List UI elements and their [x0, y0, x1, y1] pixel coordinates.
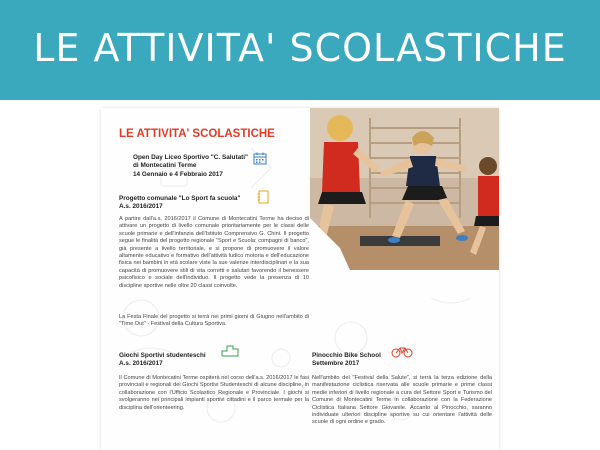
podium-icon [221, 345, 239, 357]
students-photo [310, 108, 499, 270]
notebook-icon [257, 190, 269, 204]
open-day-title-line2: di Montecatini Terme [133, 162, 197, 169]
progetto-year: A.s. 2016/2017 [119, 203, 163, 210]
pinocchio-body: Nell'ambito del "Festival della Salute", si terrà la terza edizione della manifestazione ciclistica riservata alle scuole primarie e prime classi medie inferiori di livello regionale a cura del Settore Sport e Turismo del Comune di Montecatini Terme in collaborazione con la Federazione Ciclistica Italiana Settore Giovanile. Accanto al Pinocchio, saranno individuate ulteriori discipline sportive su cui orientare l'attività delle scuole di ogni ordine e grado. [312, 375, 492, 426]
pinocchio-title: Pinocchio Bike School [312, 352, 381, 359]
giochi-title: Giochi Sportivi studenteschi [119, 352, 206, 359]
bicycle-icon [391, 346, 413, 358]
open-day-date: 14 Gennaio e 4 Febbraio 2017 [133, 171, 223, 178]
banner-title: LE ATTIVITA' SCOLASTICHE [33, 26, 567, 70]
open-day-title-line1: Open Day Liceo Sportivo "C. Salutati" [133, 154, 249, 161]
progetto-body-festa: La Festa Finale del progetto si terrà nei primi giorni di Giugno nell'ambito di "Time Out" - Festival della Cultura Sportiva. [119, 314, 309, 328]
document-page [101, 108, 499, 450]
calendar-icon [253, 152, 267, 165]
pinocchio-date: Settembre 2017 [312, 360, 360, 367]
giochi-body: Il Comune di Montecatini Terme ospiterà nel corso dell'a.s. 2016/2017 le fasi provinciali e regionali dei Giochi Sportivi Studenteschi di alcune discipline, in collaborazione con l'Ufficio Scolastico Regionale e Provinciale. I giochi si svolgeranno nei principali impianti sportivi cittadini e il parco termale per la disciplina dell'orienteering. [119, 375, 309, 411]
header-banner [0, 0, 600, 100]
document-title: LE ATTIVITA' SCOLASTICHE [119, 128, 275, 140]
giochi-year: A.s. 2016/2017 [119, 360, 163, 367]
progetto-body: A partire dall'a.s. 2016/2017 il Comune di Montecatini Terme ha deciso di attivare un progetto di livello comunale prioritariamente per le classi delle scuole primarie e dell'infanzia dell'Istituto Comprensivo G. Chini. Il progetto segue le finalità del progetto regionale "Sport e Scuola: compagni di banco", già presente a livello territoriale, e si propone di promuovere il valore altamente educativo e formativo dell'attività ludico motoria e dell'educazione fisica nei bambini in età scolare viste la sue valenze interdisciplinari e la sua capacità di promuovere stili di vita corretti e salutari favorendo il benessere psicofisico e sociale dell'individuo. Il progetto vede la presenza di 10 discipline sportive nelle oltre 20 classi coinvolte. [119, 216, 309, 289]
progetto-title: Progetto comunale "Lo Sport fa scuola" [119, 195, 241, 202]
